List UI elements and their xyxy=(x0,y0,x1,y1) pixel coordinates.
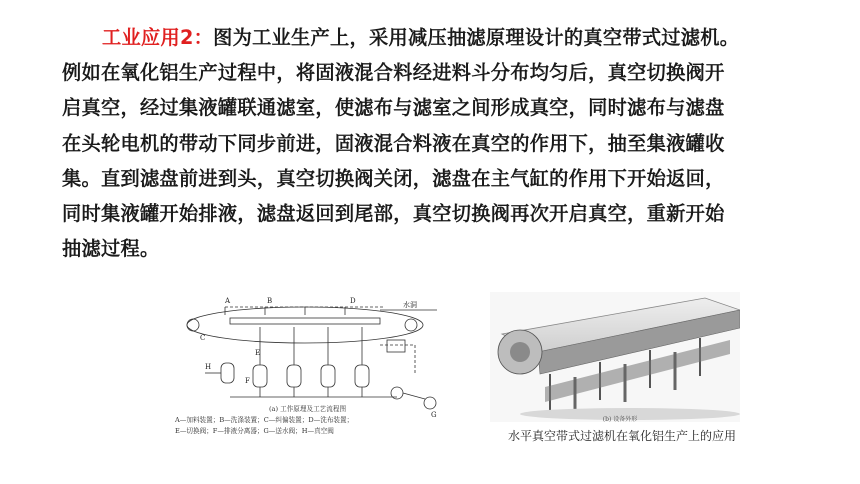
separator-tanks xyxy=(253,327,369,397)
paragraph-line-5: 集。直到滤盘前进到头，真空切换阀关闭，滤盘在主气缸的作用下开始返回， xyxy=(62,166,725,190)
paragraph-line-6: 同时集液罐开始排液，滤盘返回到尾部，真空切换阀再次开启真空，重新开始 xyxy=(62,202,725,226)
figure-a-caption xyxy=(175,404,440,437)
figure-b-small-caption: (b) 设备外形 xyxy=(602,416,638,423)
paragraph-line-1 xyxy=(62,20,822,55)
paragraph-text: 图为工业生产上，采用减压抽滤原理设计的真空带式过滤机。 xyxy=(213,26,740,49)
label-g: G xyxy=(431,411,437,419)
figure-a-title: (a) 工作原理及工艺流程图 xyxy=(268,405,347,413)
description-paragraph xyxy=(62,20,822,266)
tail-roller xyxy=(187,319,199,331)
label-d: D xyxy=(350,297,356,305)
water-label: 水洞 xyxy=(403,301,417,309)
label-h: H xyxy=(205,363,212,371)
paragraph-line-4: 在头轮电机的带动下同步前进，固液混合料液在真空的作用下，抽至集液罐收 xyxy=(62,131,725,155)
highlight-label: 工业应用2： xyxy=(102,26,214,49)
equipment-photo xyxy=(490,292,740,422)
label-e: E xyxy=(255,349,261,357)
figure-a-legend-1: A—加料装置；B—洗涤装置；C—纠偏装置；D—洗布装置； xyxy=(175,416,354,424)
head-roller xyxy=(405,319,417,331)
label-b: B xyxy=(267,297,273,305)
label-c: C xyxy=(200,334,206,342)
figure-a-legend-2: E—切换阀；F—排液分离器；G—送水阀；H—真空阀 xyxy=(175,427,334,435)
paragraph-line-7: 抽滤过程。 xyxy=(62,237,160,261)
paragraph-line-3: 启真空，经过集液罐联通滤室，使滤布与滤室之间形成真空，同时滤布与滤盘 xyxy=(62,96,725,120)
paragraph-line-2: 例如在氧化铝生产过程中，将固液混合料经进料斗分布均匀后，真空切换阀开 xyxy=(62,61,725,85)
label-f: F xyxy=(245,377,250,385)
vacuum-box xyxy=(230,318,380,324)
label-a: A xyxy=(225,297,231,305)
figure-b-caption: 水平真空带式过滤机在氧化铝生产上的应用 xyxy=(507,429,736,443)
